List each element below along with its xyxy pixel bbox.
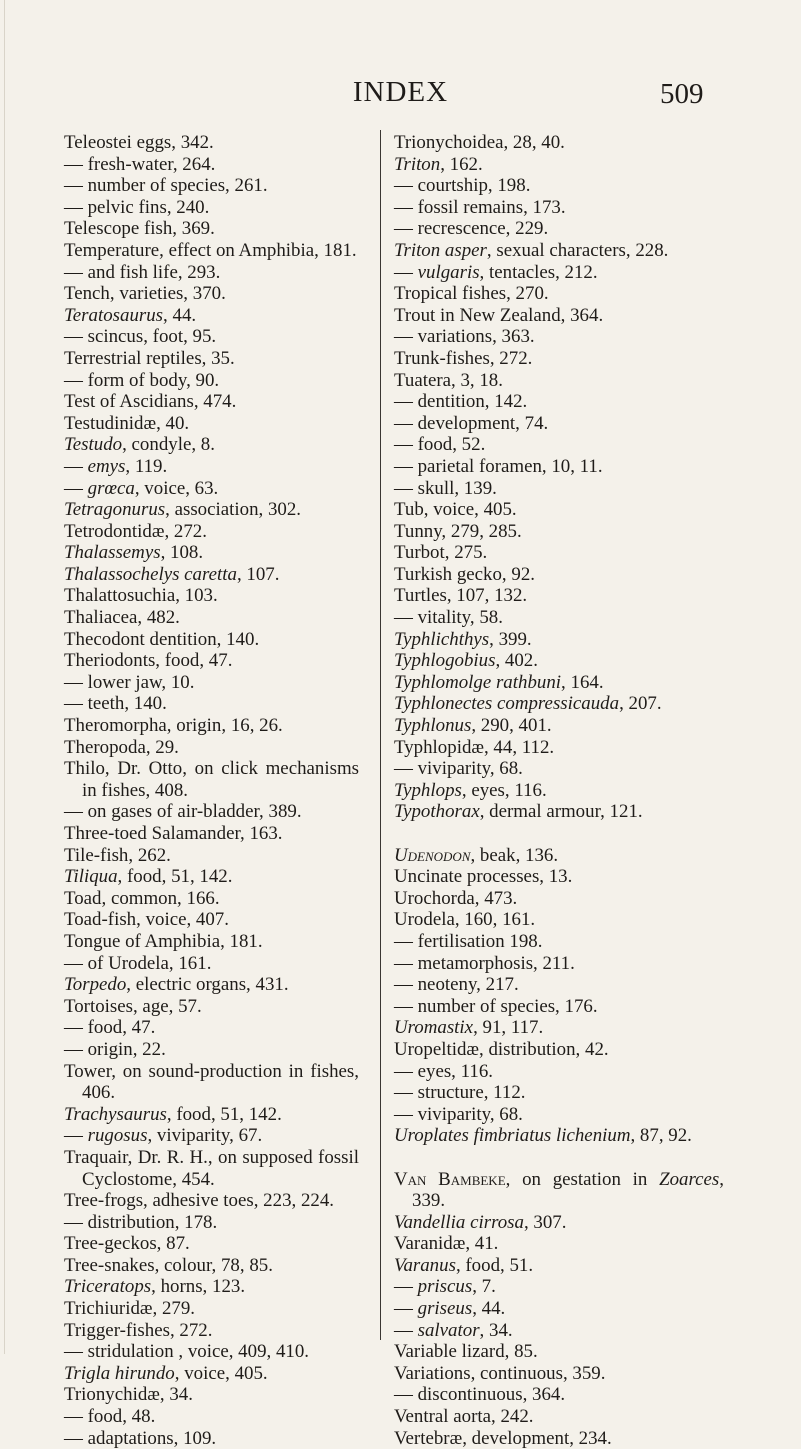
entry-text: — eyes, 116. bbox=[394, 1060, 493, 1082]
entry-text: Trachysaurus bbox=[64, 1103, 167, 1125]
entry-text: — bbox=[64, 455, 88, 477]
entry-text: Uropeltidæ, distribution, 42. bbox=[394, 1038, 609, 1060]
entry-text: — variations, 363. bbox=[394, 326, 535, 348]
index-entry bbox=[394, 1320, 724, 1342]
entry-text: — viviparity, 68. bbox=[394, 758, 523, 780]
entry-text: Tropical fishes, 270. bbox=[394, 283, 549, 305]
entry-text: — fresh-water, 264. bbox=[64, 153, 216, 175]
index-entry bbox=[394, 1363, 724, 1385]
entry-text: Tetrodontidæ, 272. bbox=[64, 520, 207, 542]
index-entry bbox=[394, 499, 724, 521]
entry-text: , food, 51, 142. bbox=[166, 1103, 282, 1125]
entry-text: Toad, common, 166. bbox=[64, 887, 220, 909]
index-entry bbox=[64, 1298, 359, 1320]
index-entry bbox=[64, 1104, 359, 1126]
index-entry bbox=[394, 715, 724, 737]
entry-text: Testudinidæ, 40. bbox=[64, 412, 190, 434]
index-entry bbox=[394, 1212, 724, 1234]
entry-text: — scincus, foot, 95. bbox=[64, 326, 217, 348]
entry-text: Tower, on sound-production in fishes, 406. bbox=[64, 1060, 359, 1104]
index-entry bbox=[394, 650, 724, 672]
index-entry bbox=[394, 434, 724, 456]
entry-text: priscus bbox=[417, 1276, 473, 1298]
entry-text: — vitality, 58. bbox=[394, 607, 503, 629]
entry-text: , electric organs, 431. bbox=[126, 974, 289, 996]
entry-text: — courtship, 198. bbox=[394, 175, 531, 197]
index-entry bbox=[394, 1125, 724, 1147]
index-column-right bbox=[394, 132, 724, 1449]
index-entry bbox=[394, 737, 724, 759]
entry-text: Turtles, 107, 132. bbox=[394, 585, 528, 607]
entry-text: Torpedo bbox=[64, 974, 127, 996]
entry-text: , 399. bbox=[489, 628, 532, 650]
entry-text: , sexual characters, 228. bbox=[486, 239, 669, 261]
entry-text: , horns, 123. bbox=[151, 1276, 246, 1298]
entry-text: Uromastix bbox=[394, 1017, 474, 1039]
index-entry bbox=[394, 348, 724, 370]
entry-text: Trout in New Zealand, 364. bbox=[394, 304, 604, 326]
index-entry bbox=[64, 1233, 359, 1255]
index-entry bbox=[64, 931, 359, 953]
index-entry bbox=[64, 801, 359, 823]
index-entry bbox=[64, 650, 359, 672]
entry-text: Telescope fish, 369. bbox=[64, 218, 215, 240]
entry-text: , 402. bbox=[495, 650, 538, 672]
index-entry bbox=[394, 780, 724, 802]
entry-text: — of Urodela, 161. bbox=[64, 952, 212, 974]
entry-text: Udenodon bbox=[394, 844, 471, 866]
entry-text: , eyes, 116. bbox=[461, 779, 547, 801]
index-entry bbox=[394, 1017, 724, 1039]
entry-text: Tree-frogs, adhesive toes, 223, 224. bbox=[64, 1190, 335, 1212]
entry-text: Testudo bbox=[64, 434, 123, 456]
index-entry bbox=[64, 953, 359, 975]
entry-text: — adaptations, 109. bbox=[64, 1427, 217, 1449]
entry-text: Tunny, 279, 285. bbox=[394, 520, 522, 542]
entry-text: Theropoda, 29. bbox=[64, 736, 179, 758]
entry-text: , beak, 136. bbox=[470, 844, 559, 866]
index-entry bbox=[394, 1104, 724, 1126]
index-entry bbox=[64, 1363, 359, 1385]
entry-text: — and fish life, 293. bbox=[64, 261, 221, 283]
entry-text: — fertilisation 198. bbox=[394, 930, 543, 952]
index-entry bbox=[64, 1255, 359, 1277]
page-header bbox=[0, 76, 801, 116]
index-entry bbox=[64, 1406, 359, 1428]
index-entry bbox=[64, 456, 359, 478]
entry-text: — bbox=[394, 261, 418, 283]
entry-text: Varanidæ, 41. bbox=[394, 1233, 499, 1255]
entry-text: — form of body, 90. bbox=[64, 369, 220, 391]
entry-text: , dermal armour, 121. bbox=[479, 801, 643, 823]
entry-text: — number of species, 176. bbox=[394, 995, 598, 1017]
index-entry bbox=[394, 456, 724, 478]
entry-text: Trunk-fishes, 272. bbox=[394, 347, 533, 369]
index-entry bbox=[64, 693, 359, 715]
entry-text: Typhlonectes compressicauda bbox=[394, 693, 620, 715]
page-title: INDEX bbox=[352, 76, 449, 108]
index-entry bbox=[64, 585, 359, 607]
index-entry bbox=[64, 1061, 359, 1104]
entry-text: , 44. bbox=[472, 1298, 506, 1320]
entry-text: , viviparity, 67. bbox=[147, 1125, 263, 1147]
entry-text: — parietal foramen, 10, 11. bbox=[394, 455, 603, 477]
index-entry bbox=[394, 564, 724, 586]
entry-text: Teratosaurus bbox=[64, 304, 164, 326]
index-entry bbox=[64, 521, 359, 543]
index-entry bbox=[394, 370, 724, 392]
entry-text: Zoarces bbox=[659, 1168, 720, 1190]
entry-text: — metamorphosis, 211. bbox=[394, 952, 575, 974]
entry-text: — food, 52. bbox=[394, 434, 486, 456]
entry-text: , 87, 92. bbox=[630, 1125, 692, 1147]
index-entry bbox=[394, 607, 724, 629]
entry-text: — on gases of air-bladder, 389. bbox=[64, 801, 302, 823]
index-entry bbox=[394, 1341, 724, 1363]
entry-text: — stridulation , voice, 409, 410. bbox=[64, 1341, 310, 1363]
entry-text: Trionychoidea, 28, 40. bbox=[394, 132, 565, 153]
index-entry bbox=[394, 478, 724, 500]
index-entry bbox=[394, 218, 724, 240]
index-entry bbox=[64, 348, 359, 370]
index-entry bbox=[394, 283, 724, 305]
entry-text: Tortoises, age, 57. bbox=[64, 995, 202, 1017]
entry-text: Turbot, 275. bbox=[394, 542, 488, 564]
index-entry bbox=[64, 262, 359, 284]
index-entry bbox=[394, 1276, 724, 1298]
entry-text: , 290, 401. bbox=[471, 715, 552, 737]
index-entry bbox=[64, 1276, 359, 1298]
entry-text: — development, 74. bbox=[394, 412, 549, 434]
index-entry bbox=[64, 499, 359, 521]
entry-text: Toad-fish, voice, 407. bbox=[64, 909, 229, 931]
index-entry bbox=[394, 585, 724, 607]
entry-text: , condyle, 8. bbox=[122, 434, 215, 456]
entry-text: Turkish gecko, 92. bbox=[394, 563, 535, 585]
entry-text: Tub, voice, 405. bbox=[394, 499, 517, 521]
entry-text: Trigla hirundo bbox=[64, 1362, 175, 1384]
entry-text: Thilo, Dr. Otto, on click mechanisms in fishes, 408. bbox=[64, 758, 359, 801]
index-entry bbox=[394, 1428, 724, 1449]
entry-text: — dentition, 142. bbox=[394, 391, 528, 413]
index-entry bbox=[64, 996, 359, 1018]
index-entry bbox=[64, 175, 359, 197]
index-entry bbox=[64, 1147, 359, 1190]
entry-text: Thalattosuchia, 103. bbox=[64, 585, 218, 607]
index-entry bbox=[64, 672, 359, 694]
entry-text: rugosus bbox=[87, 1125, 148, 1147]
entry-text: Triton bbox=[394, 153, 441, 175]
entry-text: , 108. bbox=[160, 542, 204, 564]
entry-text: Van Bambeke bbox=[394, 1168, 506, 1190]
entry-text: , association, 302. bbox=[165, 499, 302, 521]
index-entry bbox=[394, 758, 724, 780]
index-entry bbox=[394, 672, 724, 694]
index-entry bbox=[394, 845, 724, 867]
index-entry bbox=[64, 240, 359, 262]
entry-text: , voice, 405. bbox=[174, 1362, 268, 1384]
entry-text: Urodela, 160, 161. bbox=[394, 909, 536, 931]
entry-text: Thalassochelys caretta bbox=[64, 563, 237, 585]
index-entry bbox=[394, 1039, 724, 1061]
entry-text: — bbox=[64, 477, 88, 499]
index-entry bbox=[64, 909, 359, 931]
entry-text: Tree-snakes, colour, 78, 85. bbox=[64, 1254, 273, 1276]
index-entry bbox=[394, 1298, 724, 1320]
entry-text: Thalassemys bbox=[64, 542, 161, 564]
index-entry bbox=[394, 1384, 724, 1406]
entry-text: Theromorpha, origin, 16, 26. bbox=[64, 715, 283, 737]
entry-text: Temperature, effect on Amphibia, 181. bbox=[64, 239, 357, 261]
entry-text: — discontinuous, 364. bbox=[394, 1384, 566, 1406]
index-entry bbox=[64, 1190, 359, 1212]
entry-text: Variations, continuous, 359. bbox=[394, 1362, 606, 1384]
entry-text: — origin, 22. bbox=[64, 1038, 166, 1060]
entry-text: , 34. bbox=[479, 1319, 513, 1341]
entry-text: , 7. bbox=[472, 1276, 496, 1298]
index-entry bbox=[64, 1320, 359, 1342]
entry-text: Typhlomolge rathbuni bbox=[394, 671, 562, 693]
entry-text: Tench, varieties, 370. bbox=[64, 283, 226, 305]
index-entry bbox=[394, 326, 724, 348]
index-entry bbox=[64, 715, 359, 737]
index-entry bbox=[64, 1125, 359, 1147]
entry-text: — teeth, 140. bbox=[64, 693, 167, 715]
index-entry bbox=[64, 1341, 359, 1363]
entry-text: , 164. bbox=[561, 671, 604, 693]
entry-text: , 207. bbox=[619, 693, 662, 715]
entry-text: Typhlonus bbox=[394, 715, 472, 737]
index-entry bbox=[394, 154, 724, 176]
entry-text: Uroplates fimbriatus lichenium bbox=[394, 1125, 631, 1147]
entry-text: Traquair, Dr. R. H., on supposed fossil Cyclostome, 454. bbox=[64, 1146, 359, 1190]
entry-text: , on gestation in bbox=[505, 1168, 660, 1190]
entry-text: Typhlogobius bbox=[394, 650, 496, 672]
entry-text: Triceratops bbox=[64, 1276, 152, 1298]
entry-text: — neoteny, 217. bbox=[394, 974, 519, 996]
index-entry bbox=[394, 909, 724, 931]
entry-text: Vertebræ, development, 234. bbox=[394, 1427, 612, 1449]
index-entry bbox=[394, 996, 724, 1018]
index-entry bbox=[64, 607, 359, 629]
index-entry bbox=[394, 974, 724, 996]
entry-text: — skull, 139. bbox=[394, 477, 497, 499]
index-entry bbox=[394, 542, 724, 564]
index-entry bbox=[394, 1082, 724, 1104]
index-entry bbox=[394, 521, 724, 543]
entry-text: — distribution, 178. bbox=[64, 1211, 218, 1233]
column-divider bbox=[380, 130, 381, 1340]
entry-text: — bbox=[394, 1276, 418, 1298]
entry-text: — bbox=[394, 1319, 418, 1341]
entry-text: , 119. bbox=[125, 455, 168, 477]
index-entry bbox=[394, 953, 724, 975]
entry-text: , 107. bbox=[236, 563, 280, 585]
index-entry bbox=[64, 542, 359, 564]
entry-text: — lower jaw, 10. bbox=[64, 671, 195, 693]
index-entry bbox=[64, 391, 359, 413]
index-entry bbox=[394, 801, 724, 823]
index-entry bbox=[64, 1428, 359, 1449]
entry-text: — pelvic fins, 240. bbox=[64, 196, 210, 218]
entry-text: Tetragonurus bbox=[64, 499, 166, 521]
index-entry bbox=[64, 737, 359, 759]
entry-text: Trichiuridæ, 279. bbox=[64, 1298, 196, 1320]
entry-text: grœca bbox=[87, 477, 135, 499]
entry-text: — number of species, 261. bbox=[64, 175, 268, 197]
entry-text: Typhlopidæ, 44, 112. bbox=[394, 736, 555, 758]
index-column-left bbox=[64, 132, 359, 1449]
entry-text: — bbox=[64, 1125, 88, 1147]
entry-text: , 339. bbox=[412, 1168, 724, 1212]
index-entry bbox=[64, 888, 359, 910]
index-entry bbox=[394, 197, 724, 219]
entry-text: Tuatera, 3, 18. bbox=[394, 369, 503, 391]
index-entry bbox=[394, 175, 724, 197]
entry-text: Tiliqua bbox=[64, 866, 118, 888]
index-entry bbox=[394, 262, 724, 284]
index-entry bbox=[64, 1212, 359, 1234]
entry-text: — food, 48. bbox=[64, 1406, 156, 1428]
index-entry bbox=[394, 391, 724, 413]
index-entry bbox=[64, 845, 359, 867]
entry-text: Thecodont dentition, 140. bbox=[64, 628, 260, 650]
index-entry bbox=[64, 326, 359, 348]
entry-text: — structure, 112. bbox=[394, 1082, 526, 1104]
index-entry bbox=[64, 629, 359, 651]
index-entry bbox=[394, 629, 724, 651]
entry-text: Uncinate processes, 13. bbox=[394, 866, 573, 888]
entry-text: Tree-geckos, 87. bbox=[64, 1233, 190, 1255]
entry-text: , 44. bbox=[163, 304, 197, 326]
index-entry bbox=[394, 305, 724, 327]
entry-text: , tentacles, 212. bbox=[479, 261, 598, 283]
index-entry bbox=[394, 866, 724, 888]
index-entry bbox=[64, 823, 359, 845]
entry-text: Typhlops bbox=[394, 779, 462, 801]
entry-text: — fossil remains, 173. bbox=[394, 196, 566, 218]
entry-text: Urochorda, 473. bbox=[394, 887, 518, 909]
page-number: 509 bbox=[660, 78, 704, 110]
entry-text: Teleostei eggs, 342. bbox=[64, 132, 214, 153]
index-entry bbox=[394, 132, 724, 154]
entry-text: Variable lizard, 85. bbox=[394, 1341, 538, 1363]
index-entry bbox=[394, 240, 724, 262]
entry-text: vulgaris bbox=[417, 261, 480, 283]
entry-text: Tile-fish, 262. bbox=[64, 844, 171, 866]
index-entry bbox=[64, 132, 359, 154]
page-edge-line bbox=[4, 0, 5, 1354]
index-entry bbox=[64, 1384, 359, 1406]
index-entry bbox=[394, 1406, 724, 1428]
entry-text: Typhlichthys bbox=[394, 628, 490, 650]
entry-text: Terrestrial reptiles, 35. bbox=[64, 347, 235, 369]
entry-text: , voice, 63. bbox=[134, 477, 219, 499]
index-entry bbox=[64, 1039, 359, 1061]
entry-text: salvator bbox=[417, 1319, 480, 1341]
entry-text: Trigger-fishes, 272. bbox=[64, 1319, 213, 1341]
index-entry bbox=[64, 434, 359, 456]
index-entry bbox=[394, 888, 724, 910]
index-entry bbox=[64, 1017, 359, 1039]
index-entry bbox=[64, 866, 359, 888]
entry-text: — food, 47. bbox=[64, 1017, 156, 1039]
entry-text: , food, 51. bbox=[455, 1254, 534, 1276]
index-entry bbox=[64, 370, 359, 392]
entry-text: Theriodonts, food, 47. bbox=[64, 650, 233, 672]
index-entry bbox=[394, 1233, 724, 1255]
entry-text: , food, 51, 142. bbox=[117, 866, 233, 888]
entry-text: — bbox=[394, 1298, 418, 1320]
index-entry bbox=[64, 974, 359, 996]
entry-text: Varanus bbox=[394, 1254, 456, 1276]
entry-text: griseus bbox=[417, 1298, 473, 1320]
index-entry bbox=[64, 758, 359, 801]
entry-text: , 307. bbox=[523, 1211, 567, 1233]
entry-text: Three-toed Salamander, 163. bbox=[64, 823, 283, 844]
index-entry bbox=[394, 1061, 724, 1083]
index-entry bbox=[64, 478, 359, 500]
entry-text: , 91, 117. bbox=[473, 1017, 544, 1039]
entry-text: — recrescence, 229. bbox=[394, 218, 549, 240]
entry-text: Thaliacea, 482. bbox=[64, 607, 180, 629]
index-entry bbox=[394, 413, 724, 435]
index-entry bbox=[394, 693, 724, 715]
entry-text: — viviparity, 68. bbox=[394, 1103, 523, 1125]
entry-text: Tongue of Amphibia, 181. bbox=[64, 930, 263, 952]
entry-text: Typothorax bbox=[394, 801, 480, 823]
index-entry bbox=[64, 283, 359, 305]
entry-text: , 162. bbox=[440, 153, 483, 175]
entry-text: Trionychidæ, 34. bbox=[64, 1384, 193, 1406]
index-entry bbox=[64, 218, 359, 240]
entry-text: Test of Ascidians, 474. bbox=[64, 391, 237, 413]
index-entry bbox=[64, 564, 359, 586]
entry-text: Triton asper bbox=[394, 239, 487, 261]
index-entry bbox=[64, 154, 359, 176]
index-entry bbox=[64, 197, 359, 219]
index-entry bbox=[394, 1169, 724, 1212]
entry-text: Ventral aorta, 242. bbox=[394, 1406, 534, 1428]
index-entry bbox=[64, 305, 359, 327]
index-entry bbox=[394, 1255, 724, 1277]
entry-text: emys bbox=[87, 455, 126, 477]
index-entry bbox=[64, 413, 359, 435]
entry-text: Vandellia cirrosa bbox=[394, 1211, 524, 1233]
index-entry bbox=[394, 931, 724, 953]
